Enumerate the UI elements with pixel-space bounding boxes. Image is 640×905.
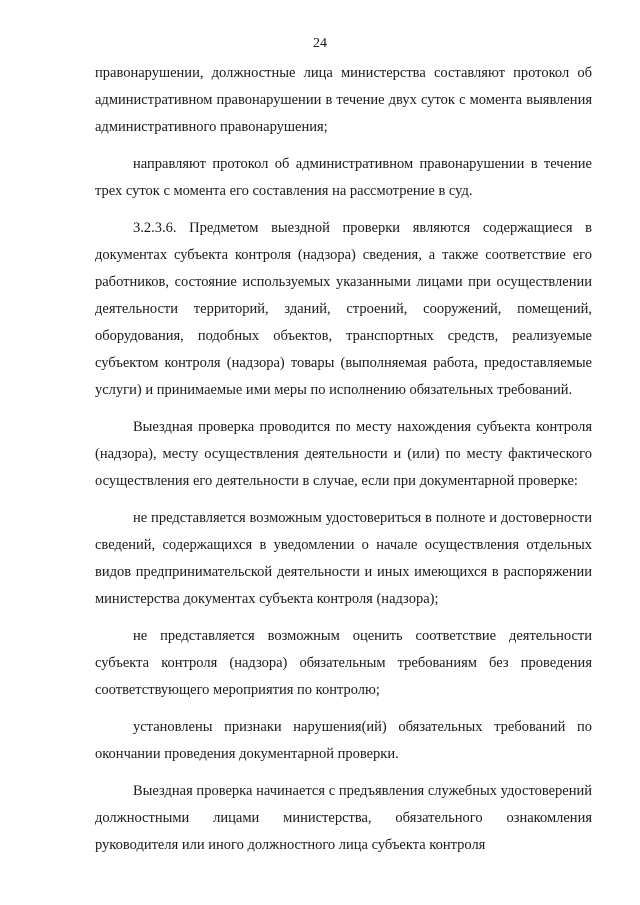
- paragraph-7: установлены признаки нарушения(ий) обязательных требований по окончании проведения документарной проверки.: [95, 719, 592, 762]
- paragraph-1: правонарушении, должностные лица министерства составляют протокол об административном правонарушении в течение двух суток с момента выявления административного правонарушения;: [95, 65, 592, 135]
- paragraph-5: не представляется возможным удостовериться в полноте и достоверности сведений, содержащихся в уведомлении о начале осуществления отдельных видов предпринимательской деятельности и иных имеющихся в распоряжении министерства документах субъекта контроля (надзора);: [95, 510, 592, 607]
- paragraph-6: не представляется возможным оценить соответствие деятельности субъекта контроля (надзора) обязательным требованиям без проведения соответствующего мероприятия по контролю;: [95, 628, 592, 698]
- paragraph-3: 3.2.3.6. Предметом выездной проверки являются содержащиеся в документах субъекта контроля (надзора) сведения, а также соответствие его работников, состояние используемых указанными лицами при осуществлении деятельности территорий, зданий, строений, сооружений, помещений, оборудования, подобных объектов, транспортных средств, реализуемые субъектом контроля (надзора) товары (выполняемая работа, предоставляемые услуги) и принимаемые ими меры по исполнению обязательных требований.: [95, 220, 592, 398]
- paragraph-2: направляют протокол об административном правонарушении в течение трех суток с момента его составления на рассмотрение в суд.: [95, 156, 592, 199]
- page-number: 24: [313, 36, 327, 51]
- document-body: [95, 60, 592, 859]
- paragraph-8: Выездная проверка начинается с предъявления служебных удостоверений должностными лицами министерства, обязательного ознакомления руководителя или иного должностного лица субъекта контроля: [95, 783, 592, 853]
- paragraph-4: Выездная проверка проводится по месту нахождения субъекта контроля (надзора), месту осуществления деятельности и (или) по месту фактического осуществления его деятельности в случае, если при документарной проверке:: [95, 419, 592, 489]
